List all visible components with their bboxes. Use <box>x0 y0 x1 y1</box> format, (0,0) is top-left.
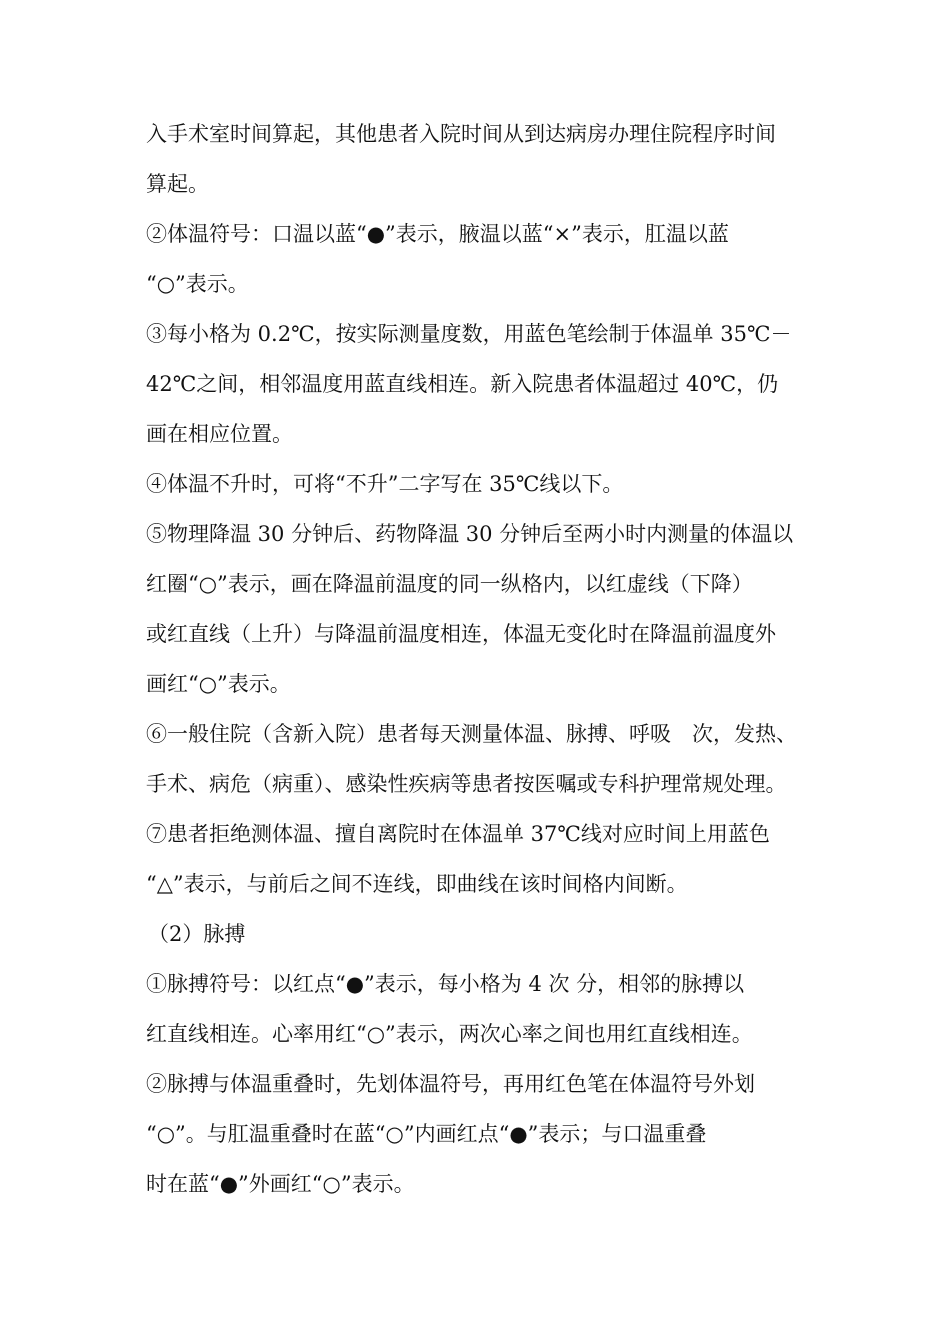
text-line: 算起。 <box>146 172 209 196</box>
text-line: 红圈“○”表示，画在降温前温度的同一纵格内，以红虚线（下降） <box>146 572 753 596</box>
text-line: 画红“○”表示。 <box>146 672 291 696</box>
text-line: ③每小格为 0.2℃，按实际测量度数，用蓝色笔绘制于体温单 35℃－ <box>146 322 792 346</box>
text-line: ②脉搏与体温重叠时，先划体温符号，再用红色笔在体温符号外划 <box>146 1072 755 1096</box>
text-line: “△”表示，与前后之间不连线，即曲线在该时间格内间断。 <box>146 872 688 896</box>
text-line: 红直线相连。心率用红“○”表示，两次心率之间也用红直线相连。 <box>146 1022 753 1046</box>
text-line: “○”。与肛温重叠时在蓝“○”内画红点“●”表示；与口温重叠 <box>146 1122 707 1146</box>
text-line: ⑦患者拒绝测体温、擅自离院时在体温单 37℃线对应时间上用蓝色 <box>146 822 770 846</box>
text-line: 画在相应位置。 <box>146 422 293 446</box>
text-line: 时在蓝“●”外画红“○”表示。 <box>146 1172 415 1196</box>
text-line: 或红直线（上升）与降温前温度相连，体温无变化时在降温前温度外 <box>146 622 776 646</box>
text-line: 42℃之间，相邻温度用蓝直线相连。新入院患者体温超过 40℃，仍 <box>146 372 779 396</box>
text-line: 手术、病危（病重）、感染性疾病等患者按医嘱或专科护理常规处理。 <box>146 772 787 796</box>
text-line: ①脉搏符号：以红点“●”表示，每小格为 4 次 分，相邻的脉搏以 <box>146 972 745 996</box>
text-line: 入手术室时间算起，其他患者入院时间从到达病房办理住院程序时间 <box>146 122 776 146</box>
section-heading: （2）脉搏 <box>148 922 246 946</box>
text-line: ⑥一般住院（含新入院）患者每天测量体温、脉搏、呼吸 次，发热、 <box>146 722 797 746</box>
text-line: ②体温符号：口温以蓝“●”表示，腋温以蓝“×”表示，肛温以蓝 <box>146 222 729 246</box>
text-line: ④体温不升时，可将“不升”二字写在 35℃线以下。 <box>146 472 624 496</box>
text-line: “○”表示。 <box>146 272 249 296</box>
text-line: ⑤物理降温 30 分钟后、药物降温 30 分钟后至两小时内测量的体温以 <box>146 522 794 546</box>
